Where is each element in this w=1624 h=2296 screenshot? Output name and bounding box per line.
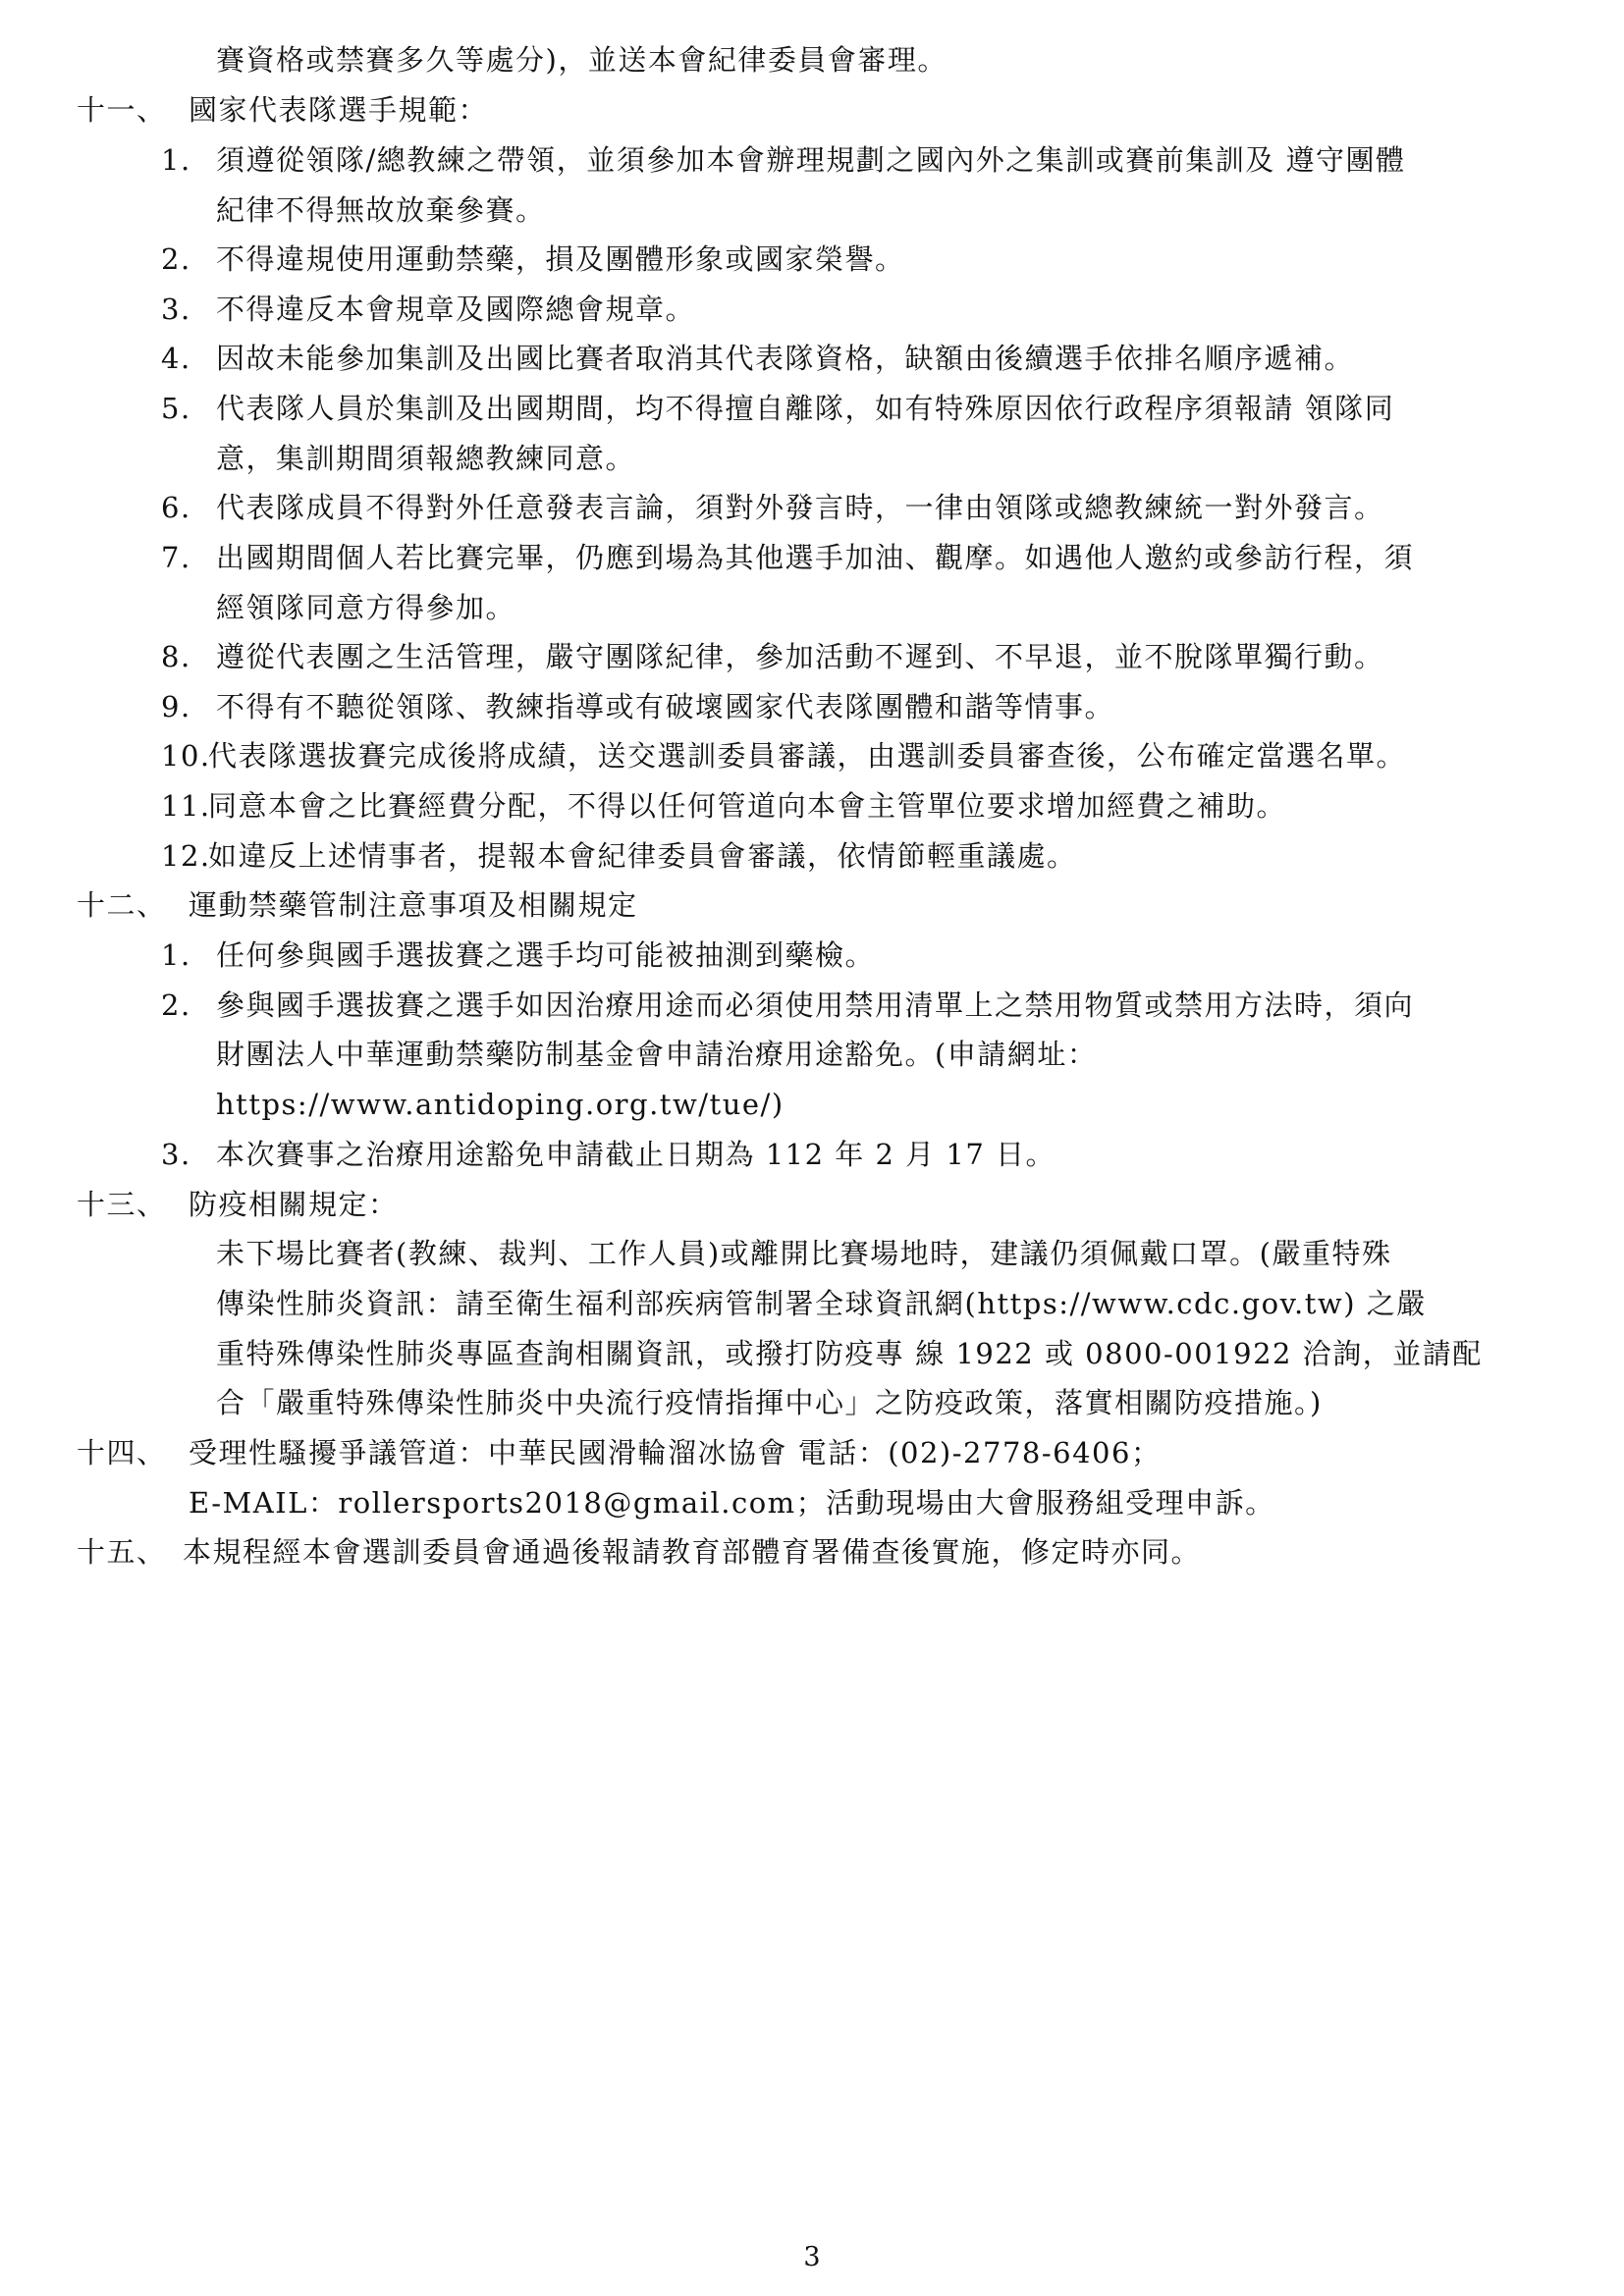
item-text: 須遵從領隊/總教練之帶領，並須參加本會辦理規劃之國內外之集訓或賽前集訓及 遵守團體 xyxy=(216,143,1406,177)
item-number: 2. xyxy=(161,988,191,1022)
section-13-text: 合「嚴重特殊傳染性肺炎中央流行疫情指揮中心」之防疫政策，落實相關防疫措施。) xyxy=(216,1386,1323,1419)
item-number: 12. xyxy=(161,839,211,873)
item-text: 如違反上述情事者，提報本會紀律委員會審議，依情節輕重議處。 xyxy=(208,839,1077,873)
antidoping-url: https://www.antidoping.org.tw/tue/) xyxy=(216,1088,785,1121)
section-12-number: 十二、 xyxy=(77,888,167,922)
item-text: 參與國手選拔賽之選手如因治療用途而必須使用禁用清單上之禁用物質或禁用方法時，須向 xyxy=(216,988,1415,1022)
item-text: 不得有不聽從領隊、教練指導或有破壞國家代表隊團體和諧等情事。 xyxy=(216,690,1115,723)
item-text: 不得違反本會規章及國際總會規章。 xyxy=(216,293,696,326)
section-15-text: 本規程經本會選訓委員會通過後報請教育部體育署備查後實施，修定時亦同。 xyxy=(183,1535,1202,1569)
item-text: 出國期間個人若比賽完畢，仍應到場為其他選手加油、觀摩。如遇他人邀約或參訪行程，須 xyxy=(216,541,1415,574)
section-14-number: 十四、 xyxy=(77,1436,167,1469)
item-number: 8. xyxy=(161,640,191,673)
item-text: 本次賽事之治療用途豁免申請截止日期為 112 年 2 月 17 日。 xyxy=(216,1138,1056,1171)
item-number: 5. xyxy=(161,392,191,425)
item-text: 因故未能參加集訓及出國比賽者取消其代表隊資格，缺額由後續選手依排名順序遞補。 xyxy=(216,342,1355,375)
item-number: 10. xyxy=(161,739,211,773)
section-13-number: 十三、 xyxy=(77,1188,167,1221)
item-number: 3. xyxy=(161,1138,191,1171)
section-13-text: 重特殊傳染性肺炎專區查詢相關資訊，或撥打防疫專 線 1922 或 0800-001922 洽詢，並請配 xyxy=(216,1337,1483,1370)
item-text: 任何參與國手選拔賽之選手均可能被抽測到藥檢。 xyxy=(216,938,876,972)
item-text: 紀律不得無故放棄參賽。 xyxy=(216,193,546,227)
section-15-number: 十五、 xyxy=(77,1535,167,1569)
section-13-text: 傳染性肺炎資訊：請至衛生福利部疾病管制署全球資訊網(https://www.cdc.gov.tw) 之嚴 xyxy=(216,1287,1427,1320)
section-14-email: E-MAIL：rollersports2018@gmail.com；活動現場由大會服務組受理申訴。 xyxy=(189,1486,1275,1520)
item-number: 2. xyxy=(161,242,191,276)
page-number: 3 xyxy=(803,2242,821,2272)
item-number: 1. xyxy=(161,938,191,972)
item-text: 不得違規使用運動禁藥，損及團體形象或國家榮譽。 xyxy=(216,242,905,276)
section-13-text: 未下場比賽者(教練、裁判、工作人員)或離開比賽場地時，建議仍須佩戴口罩。(嚴重特殊 xyxy=(216,1237,1392,1270)
item-number: 1. xyxy=(161,143,191,177)
item-text: 財團法人中華運動禁藥防制基金會申請治療用途豁免。(申請網址： xyxy=(216,1038,1098,1071)
section-13-title: 防疫相關規定： xyxy=(189,1188,399,1221)
item-text: 同意本會之比賽經費分配，不得以任何管道向本會主管單位要求增加經費之補助。 xyxy=(208,789,1287,823)
section-12-title: 運動禁藥管制注意事項及相關規定 xyxy=(189,888,638,922)
item-number: 4. xyxy=(161,342,191,375)
section-11-title: 國家代表隊選手規範： xyxy=(189,93,489,127)
item-text: 遵從代表團之生活管理，嚴守團隊紀律，參加活動不遲到、不早退，並不脫隊單獨行動。 xyxy=(216,640,1384,673)
item-number: 11. xyxy=(161,789,211,823)
item-text: 經領隊同意方得參加。 xyxy=(216,591,516,624)
section-11-number: 十一、 xyxy=(77,93,167,127)
item-number: 7. xyxy=(161,541,191,574)
item-text: 代表隊人員於集訓及出國期間，均不得擅自離隊，如有特殊原因依行政程序須報請 領隊同 xyxy=(216,392,1395,425)
section-14-contact: 受理性騷擾爭議管道：中華民國滑輪溜冰協會 電話：(02)-2778-6406； xyxy=(189,1436,1162,1469)
item-text: 代表隊成員不得對外任意發表言論，須對外發言時，一律由領隊或總教練統一對外發言。 xyxy=(216,491,1384,524)
item-text: 意，集訓期間須報總教練同意。 xyxy=(216,442,636,475)
item-number: 3. xyxy=(161,293,191,326)
continuation-line: 賽資格或禁賽多久等處分)，並送本會紀律委員會審理。 xyxy=(216,43,947,77)
item-number: 6. xyxy=(161,491,191,524)
item-text: 代表隊選拔賽完成後將成績，送交選訓委員審議，由選訓委員審查後，公布確定當選名單。 xyxy=(208,739,1407,773)
item-number: 9. xyxy=(161,690,191,723)
